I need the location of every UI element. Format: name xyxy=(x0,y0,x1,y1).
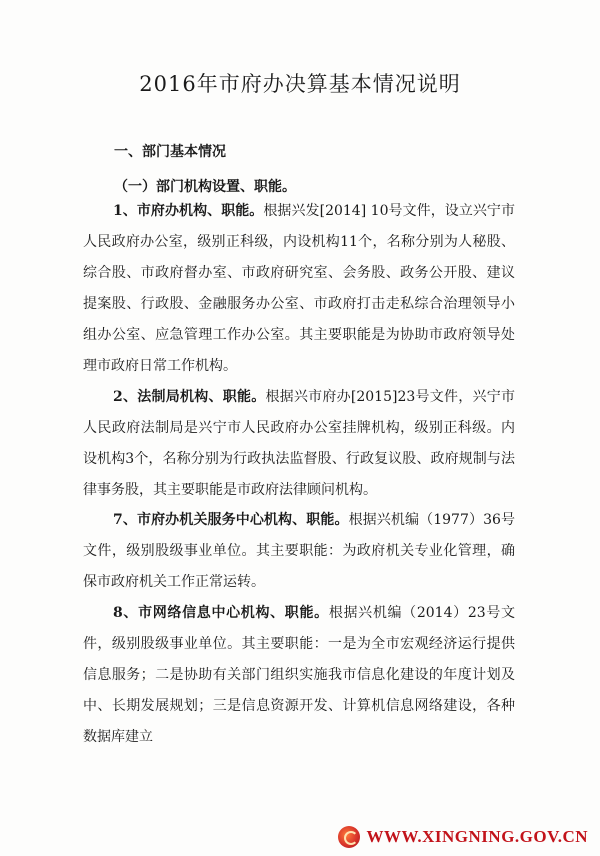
paragraph-office xyxy=(83,196,515,382)
paragraph-body: 根据兴机编（1977）36号文件，级别股级事业单位。其主要职能：为政府机关专业化管理，确保市政府机关工作正常运转。 xyxy=(83,512,515,590)
page-title: 2016年市府办决算基本情况说明 xyxy=(139,72,461,96)
subsection-heading: （一）部门机构设置、职能。 xyxy=(114,179,296,195)
paragraph-lead: 2、法制局机构、职能。 xyxy=(113,389,266,405)
paragraph-lead: 8、市网络信息中心机构、职能。 xyxy=(113,605,329,621)
paragraph-body: 根据兴发[2014] 10号文件，设立兴宁市人民政府办公室，级别正科级，内设机构11个，名称分别为人秘股、综合股、市政府督办室、市政府研究室、会务股、政务公开股、建议提案股、行政股、金融服务办公室、市政府打击走私综合治理领导小组办公室、应急管理工作办公室。其主要职能是为协助市政府领导处理市政府日常工作机构。 xyxy=(83,203,515,374)
paragraph-info-center xyxy=(83,598,515,753)
xingning-logo-icon xyxy=(338,826,360,848)
paragraph-lead: 1、市府办机构、职能。 xyxy=(113,203,264,219)
paragraph-lead: 7、市府办机关服务中心机构、职能。 xyxy=(113,512,349,528)
paragraph-body: 根据兴市府办[2015]23号文件，兴宁市人民政府法制局是兴宁市人民政府办公室挂牌机构，级别正科级。内设机构3个，名称分别为行政执法监督股、行政复议股、政府规制与法律事务股，其主要职能是市政府法律顾问机构。 xyxy=(83,389,515,498)
paragraph-service-center xyxy=(83,505,515,598)
site-url-link[interactable]: WWW.XINGNING.GOV.CN xyxy=(366,827,588,846)
paragraph-body: 根据兴机编（2014）23号文件，级别股级事业单位。其主要职能：一是为全市宏观经济运行提供信息服务；二是协助有关部门组织实施我市信息化建设的年度计划及中、长期发展规划；三是信息资源开发、计算机信息网络建设，各种数据库建立 xyxy=(83,605,515,745)
site-footer xyxy=(338,826,588,848)
paragraph-legal-bureau xyxy=(83,382,515,506)
section-heading: 一、部门基本情况 xyxy=(114,144,226,160)
